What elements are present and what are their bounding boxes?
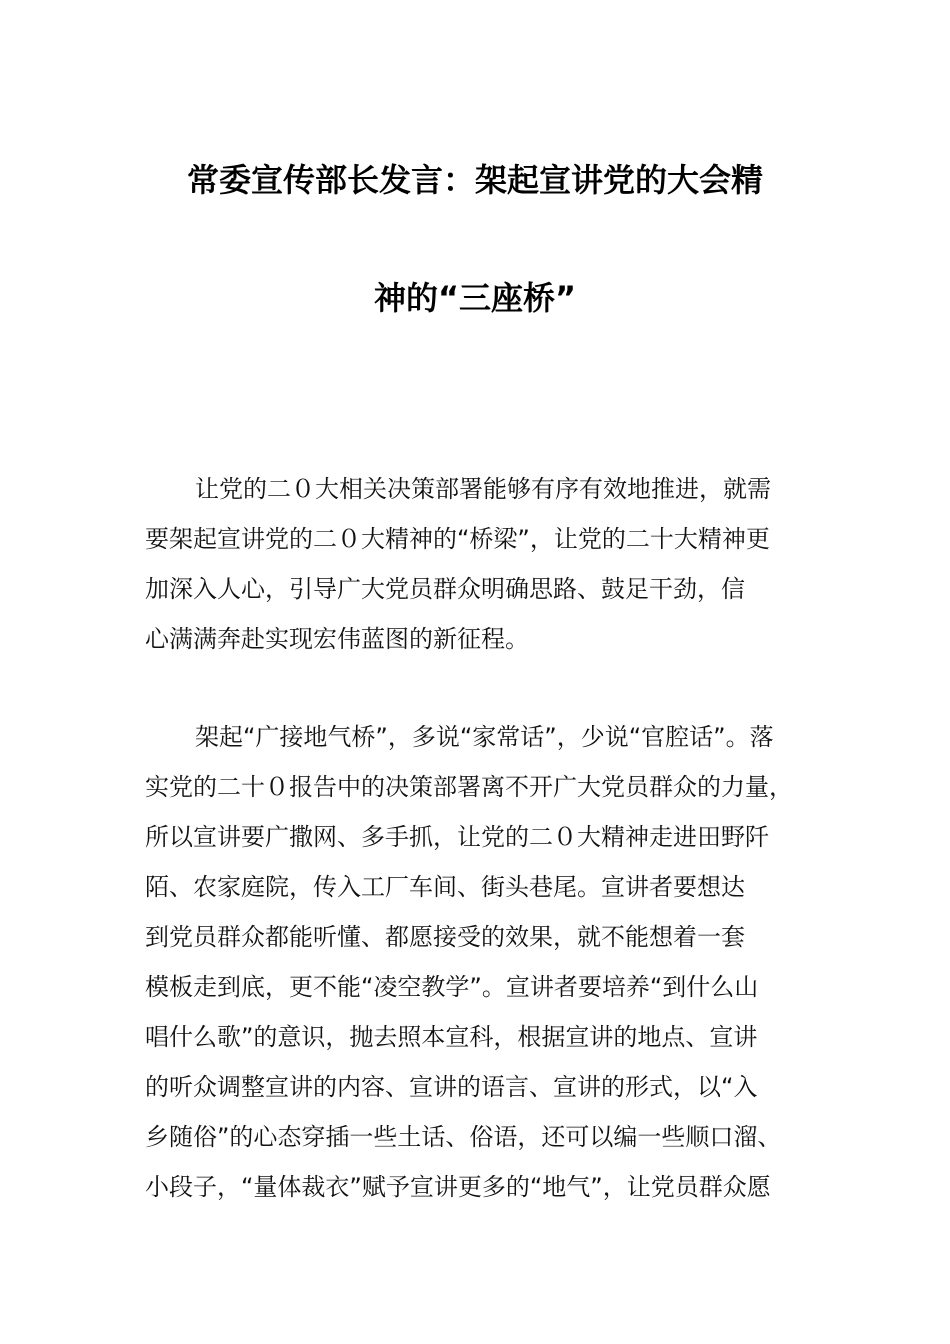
paragraph-line: 小段子，“量体裁衣”赋予宣讲更多的“地气”，让党员群众愿 [145, 1173, 771, 1201]
paragraph-line: 乡随俗”的心态穿插一些土话、俗语，还可以编一些顺口溜、 [145, 1123, 782, 1151]
paragraph-line: 模板走到底，更不能“凌空教学”。宣讲者要培养“到什么山 [145, 973, 759, 1001]
paragraph-line: 架起“广接地气桥”，多说“家常话”，少说“官腔话”。落 [195, 723, 774, 751]
paragraph-line: 要架起宣讲党的二０大精神的“桥梁”，让党的二十大精神更 [145, 525, 770, 553]
document-title-line-2: 神的“三座桥” [373, 279, 577, 317]
paragraph-line: 心满满奔赴实现宏伟蓝图的新征程。 [145, 625, 529, 653]
paragraph-line: 陌、农家庭院，传入工厂车间、街头巷尾。宣讲者要想达 [145, 873, 745, 901]
paragraph-line: 让党的二０大相关决策部署能够有序有效地推进，就需 [195, 475, 771, 503]
paragraph-2 [145, 712, 845, 1212]
paragraph-line: 加深入人心，引导广大党员群众明确思路、鼓足干劲，信 [145, 575, 745, 603]
paragraph-line: 到党员群众都能听懂、都愿接受的效果，就不能想着一套 [145, 923, 745, 951]
paragraph-1 [145, 464, 845, 664]
paragraph-line: 唱什么歌”的意识，抛去照本宣科，根据宣讲的地点、宣讲 [145, 1023, 758, 1051]
document-title-line-1: 常委宣传部长发言：架起宣讲党的大会精 [186, 161, 763, 199]
paragraph-line: 所以宣讲要广撒网、多手抓，让党的二０大精神走进田野阡 [145, 823, 769, 851]
paragraph-line: 的听众调整宣讲的内容、宣讲的语言、宣讲的形式，以“入 [145, 1073, 758, 1101]
paragraph-line: 实党的二十０报告中的决策部署离不开广大党员群众的力量， [145, 773, 793, 801]
